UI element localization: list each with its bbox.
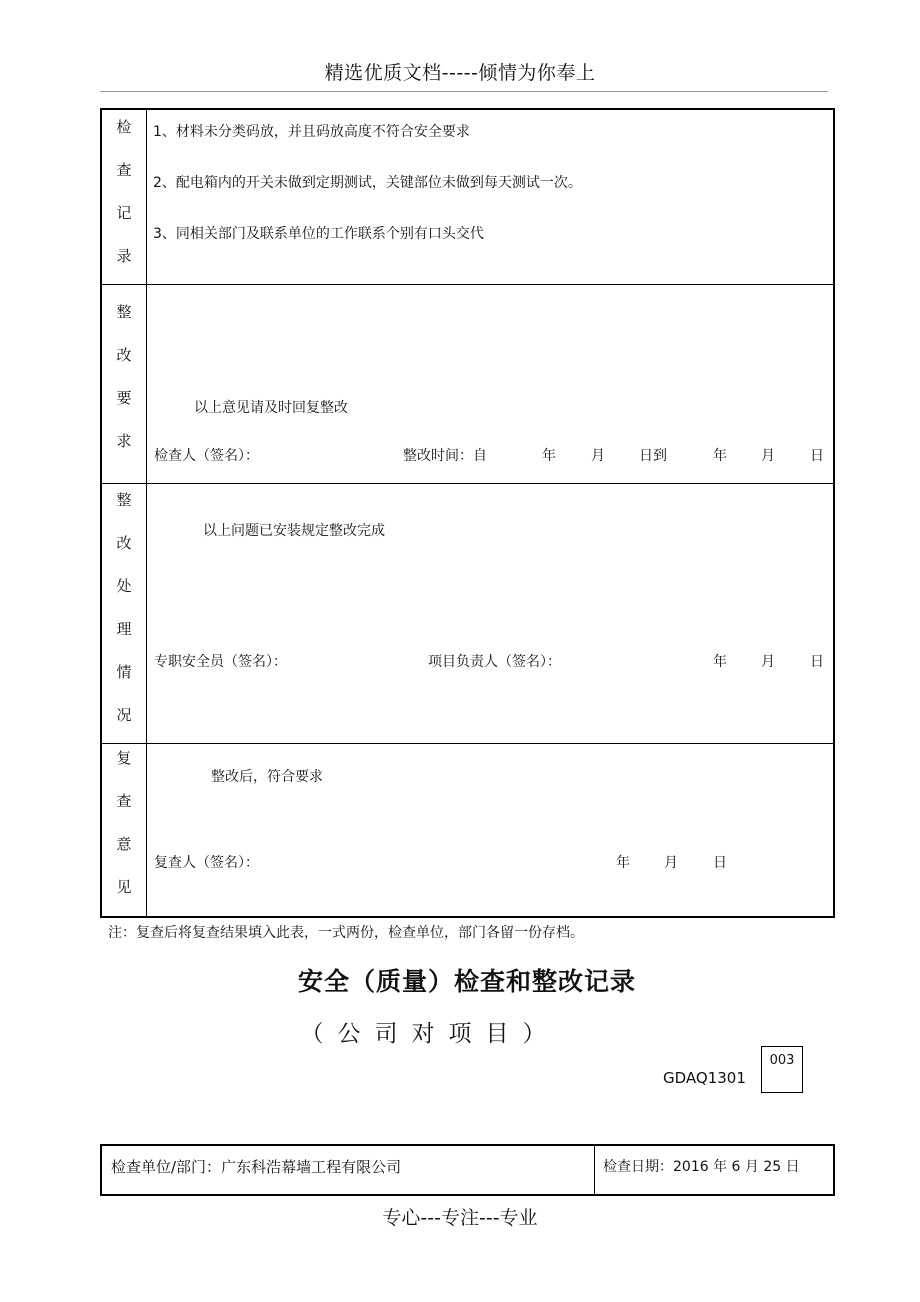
form-title: 安全（质量）检查和整改记录 xyxy=(297,967,636,996)
review-month: 月 xyxy=(664,855,678,871)
inspection-item: 1、材料未分类码放，并且码放高度不符合安全要求 xyxy=(153,124,470,140)
archive-note: 注：复查后将复查结果填入此表，一式两份，检查单位，部门各留一份存档。 xyxy=(108,925,584,941)
inspection-record-label: 检 查 记 录 xyxy=(116,118,132,265)
handling-month: 月 xyxy=(761,654,775,670)
safety-officer-signature-label: 专职安全员（签名）： xyxy=(154,654,287,670)
handling-year: 年 xyxy=(713,654,727,670)
period-day-end: 日 xyxy=(810,448,824,464)
review-day: 日 xyxy=(713,855,727,871)
form-code: GDAQ1301 xyxy=(663,1069,746,1087)
rectification-period-label: 整改时间：自 xyxy=(403,448,487,464)
period-month-start: 月 xyxy=(591,448,605,464)
row-divider xyxy=(102,284,833,285)
footer-text: 专心---专注---专业 xyxy=(382,1207,538,1229)
form-subtitle: （公司对项目） xyxy=(300,1021,560,1047)
inspection-info-table xyxy=(100,1144,835,1196)
review-year: 年 xyxy=(616,855,630,871)
inspection-date-year: 2016 xyxy=(673,1159,709,1175)
row-divider xyxy=(102,743,833,744)
inspection-unit-value: 广东科浩幕墙工程有限公司 xyxy=(221,1158,402,1176)
header-title: 精选优质文档-----倾情为你奉上 xyxy=(324,62,596,84)
inspection-unit-label: 检查单位/部门： xyxy=(111,1158,222,1176)
inspection-date-day: 25 xyxy=(763,1159,782,1175)
period-month-end: 月 xyxy=(761,448,775,464)
period-year-start: 年 xyxy=(542,448,556,464)
inspection-date-month: 6 xyxy=(731,1159,741,1175)
header-divider xyxy=(100,91,828,92)
rectification-opinion: 以上意见请及时回复整改 xyxy=(194,400,348,416)
form-number: 003 xyxy=(761,1046,803,1093)
inspection-item: 3、同相关部门及联系单位的工作联系个别有口头交代 xyxy=(153,226,484,242)
rectification-status: 以上问题已安装规定整改完成 xyxy=(203,523,385,539)
label-column-divider xyxy=(146,110,147,916)
review-opinion-text: 整改后，符合要求 xyxy=(211,769,323,785)
period-year-end: 年 xyxy=(713,448,727,464)
inspection-item: 2、配电箱内的开关未做到定期测试，关键部位未做到每天测试一次。 xyxy=(153,175,582,191)
reviewer-signature-label: 复查人（签名）： xyxy=(154,855,259,871)
row-divider xyxy=(102,483,833,484)
info-divider xyxy=(594,1146,595,1194)
handling-day: 日 xyxy=(810,654,824,670)
project-manager-signature-label: 项目负责人（签名）： xyxy=(428,654,561,670)
review-opinion-label: 复 查 意 见 xyxy=(116,749,132,896)
inspection-date-label: 检查日期： xyxy=(603,1159,673,1175)
inspector-signature-label: 检查人（签名）： xyxy=(154,448,259,464)
period-day-to: 日到 xyxy=(639,448,667,464)
inspection-date-field: 检查日期：2016 年 6 月 25 日 xyxy=(603,1159,800,1175)
record-table xyxy=(100,108,835,918)
rectification-requirement-label: 整 改 要 求 xyxy=(116,303,132,450)
rectification-handling-label: 整 改 处 理 情 况 xyxy=(116,491,132,724)
inspection-unit-field xyxy=(111,1156,401,1177)
